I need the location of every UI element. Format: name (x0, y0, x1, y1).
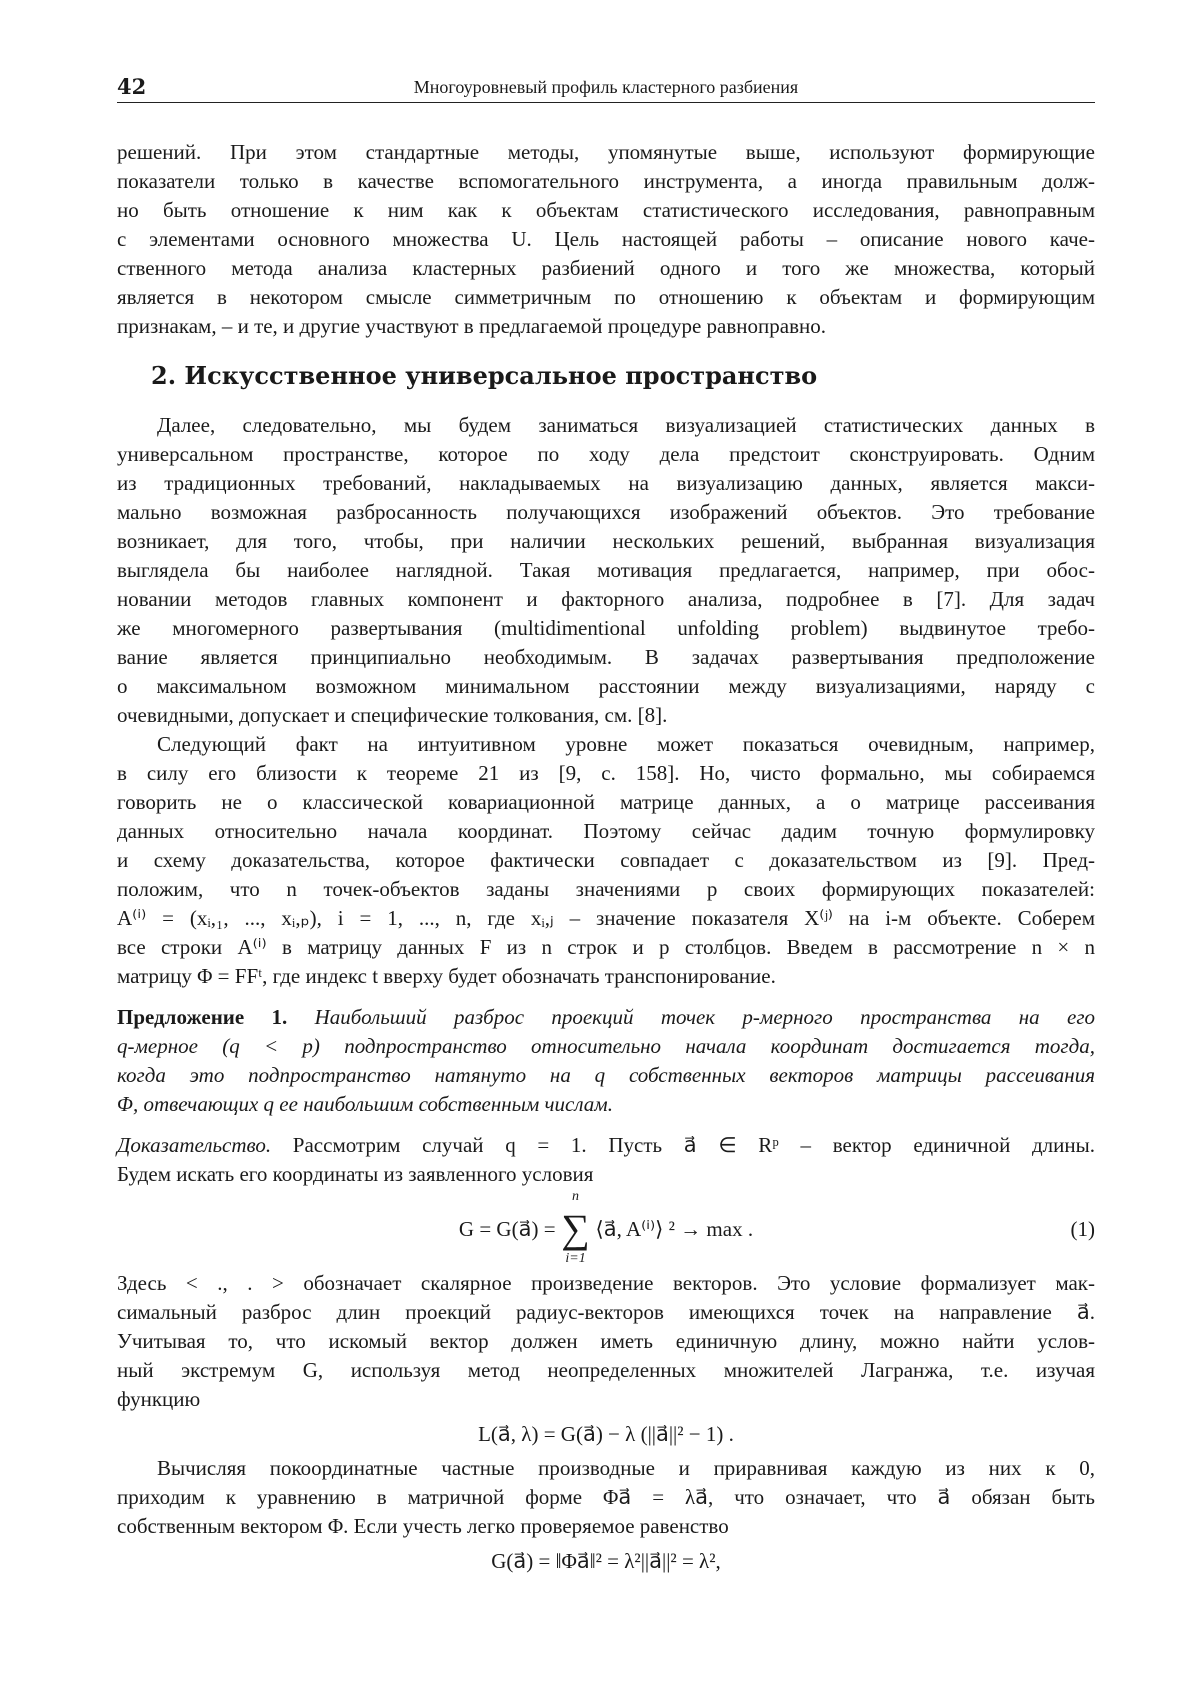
text-line: Следующий факт на интуитивном уровне может показаться очевидным, например, (157, 732, 1095, 756)
paragraph (117, 138, 1095, 341)
proof-text: Рассмотрим случай q = 1. Пусть a⃗ ∈ Rᵖ – вектор единичной длины. (292, 1133, 1095, 1157)
text-line: новании методов главных компонент и факторного анализа, подробнее в [7]. Для задач (117, 587, 1095, 611)
text-line: очевидными, допускает и специфические толкования, см. [8]. (117, 703, 668, 727)
text-line: решений. При этом стандартные методы, упомянутые выше, используют формирующие (117, 140, 1095, 164)
text-line: Φ, отвечающих q ее наибольшим собственным числам. (117, 1092, 613, 1116)
proposition (117, 1003, 1095, 1119)
text-line: симальный разброс длин проекций радиус-векторов имеющихся точек на направление a⃗. (117, 1300, 1095, 1324)
text-line: матрицу Φ = FFᵗ, где индекс t вверху будет обозначать транспонирование. (117, 964, 776, 988)
equation-1 (117, 1189, 1095, 1269)
text-line: мально возможная разбросанность получающихся изображений объектов. Это требование (117, 500, 1095, 524)
text-line: Учитывая то, что искомый вектор должен иметь единичную длину, можно найти услов- (117, 1329, 1095, 1353)
sum-upper-limit: n (572, 1189, 580, 1204)
text-line: выглядела бы наиболее наглядной. Такая мотивация предлагается, например, при обос- (117, 558, 1095, 582)
text-line (117, 1003, 1095, 1032)
text-line: функцию (117, 1387, 201, 1411)
text-line: говорить не о классической ковариационной матрице данных, а о матрице рассеивания (117, 790, 1095, 814)
text-line: но быть отношение к ним как к объектам статистического исследования, равноправным (117, 198, 1095, 222)
text-line: Вычисляя покоординатные частные производные и приравнивая каждую из них к 0, (157, 1456, 1095, 1480)
text-line: о максимальном возможном минимальном расстоянии между визуализациями, наряду с (117, 674, 1095, 698)
section-heading: 2. Искусственное универсальное пространство (151, 361, 818, 390)
text-line: универсальном пространстве, которое по ходу дела предстоит сконструировать. Одним (117, 442, 1095, 466)
running-title: Многоуровневый профиль кластерного разбиения (413, 77, 799, 97)
text-line: все строки A⁽ⁱ⁾ в матрицу данных F из n строк и p столбцов. Введем в рассмотрение n × n (117, 935, 1095, 959)
text-line: Здесь < ., . > обозначает скалярное произведение векторов. Это условие формализует мак- (117, 1271, 1095, 1295)
proposition-label: Предложение 1. (117, 1005, 288, 1029)
text-line: и схему доказательства, которое фактически совпадает с доказательством из [9]. Пред- (117, 848, 1095, 872)
text-line: возникает, для того, чтобы, при наличии нескольких решений, выбранная визуализация (117, 529, 1095, 553)
equation-summand: ⟨a⃗, A⁽ⁱ⁾⟩ ² → max . (595, 1217, 754, 1241)
paragraph (117, 411, 1095, 730)
paragraph (117, 1269, 1095, 1414)
text-line: A⁽ⁱ⁾ = (xᵢ,₁, ..., xᵢ,ₚ), i = 1, ..., n, где xᵢ,ⱼ – значение показателя X⁽ʲ⁾ на i-м объекте. Соберем (117, 906, 1095, 930)
text-line: с элементами основного множества U. Цель настоящей работы – описание нового каче- (117, 227, 1095, 251)
text-line: приходим к уравнению в матричной форме Φa⃗ = λa⃗, что означает, что a⃗ обязан быть (117, 1485, 1095, 1509)
text-line: когда это подпространство натянуто на q собственных векторов матрицы рассеивания (117, 1063, 1095, 1087)
text-line: ный экстремум G, используя метод неопределенных множителей Лагранжа, т.е. изучая (117, 1358, 1095, 1382)
paragraph (117, 730, 1095, 991)
text-line: данных относительно начала координат. Поэтому сейчас дадим точную формулировку (117, 819, 1095, 843)
text-line: ственного метода анализа кластерных разбиений одного и того же множества, который (117, 256, 1095, 280)
equation-body (459, 1189, 753, 1269)
text-line: в силу его близости к теореме 21 из [9, с. 158]. Но, чисто формально, мы собираемся (117, 761, 1095, 785)
equation-norm: G(a⃗) = ‖Φa⃗‖² = λ²||a⃗||² = λ², (491, 1549, 721, 1573)
text-line: Будем искать его координаты из заявленного условия (117, 1162, 594, 1186)
text-line: вание является принципиально необходимым. В задачах развертывания предположение (117, 645, 1095, 669)
text-line: положим, что n точек-объектов заданы значениями p своих формирующих показателей: (117, 877, 1095, 901)
equation-lhs: G = G(a⃗) = (458, 1217, 556, 1241)
proof (117, 1131, 1095, 1189)
text-line: признакам, – и те, и другие участвуют в предлагаемой процедуре равноправно. (117, 314, 826, 338)
equation-lagrange: L(a⃗, λ) = G(a⃗) − λ (||a⃗||² − 1) . (478, 1422, 734, 1446)
equation-number: (1) (1070, 1217, 1095, 1241)
sigma-icon: ∑ (561, 1206, 590, 1251)
text-line (117, 1131, 1095, 1160)
page-number: 42 (117, 74, 147, 99)
sum-lower-limit: i=1 (565, 1251, 586, 1266)
proposition-text: Наибольший разброс проекций точек p-мерного пространства на его (314, 1005, 1096, 1029)
paragraph (117, 1454, 1095, 1541)
running-header (117, 74, 1095, 103)
text-line: является в некотором смысле симметричным по отношению к объектам и формирующим (117, 285, 1095, 309)
text-line: q-мерное (q < p) подпространство относительно начала координат достигается тогда, (117, 1034, 1095, 1058)
text-line: Далее, следовательно, мы будем заниматься визуализацией статистических данных в (157, 413, 1095, 437)
text-line: собственным вектором Φ. Если учесть легко проверяемое равенство (117, 1514, 729, 1538)
text-line: показатели только в качестве вспомогательного инструмента, а иногда правильным долж- (117, 169, 1095, 193)
proof-label: Доказательство. (117, 1133, 272, 1157)
sum-symbol (556, 1189, 596, 1269)
text-line: из традиционных требований, накладываемых на визуализацию данных, является макси- (117, 471, 1095, 495)
text-line: же многомерного развертывания (multidimentional unfolding problem) выдвинутое требо- (117, 616, 1095, 640)
main-text (117, 138, 1095, 1581)
